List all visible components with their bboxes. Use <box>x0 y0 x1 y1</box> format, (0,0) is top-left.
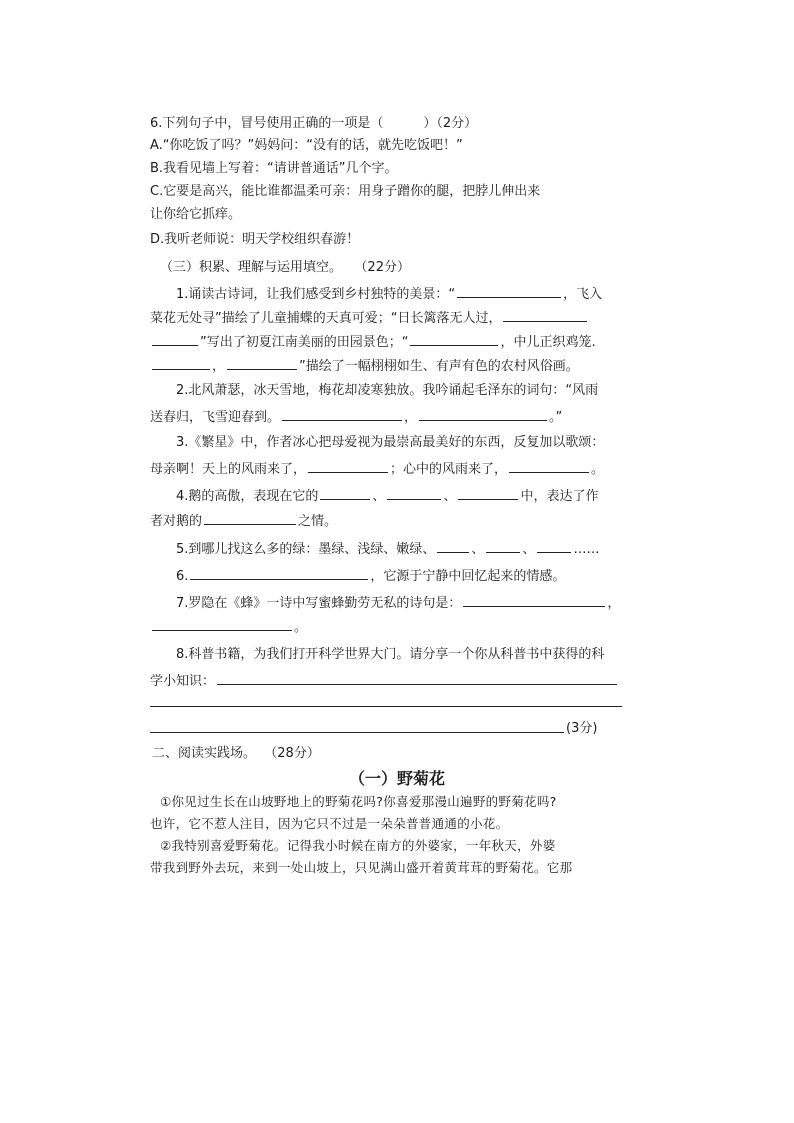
item1-blank-2[interactable] <box>503 307 587 322</box>
item4-blank-3[interactable] <box>458 485 518 500</box>
item5-blank-3[interactable] <box>537 538 571 553</box>
item1-blank-5[interactable] <box>227 355 297 370</box>
item8-answer-rule-2[interactable] <box>150 706 622 707</box>
item4-blank-4[interactable] <box>204 510 296 525</box>
item1-line2: 菜花无处寻”描绘了儿童捕蝶的天真可爱；“日长篱落无人过， <box>150 307 628 329</box>
item7-line1: 7.罗隐在《蜂》一诗中写蜜蜂勤劳无私的诗句是： ， <box>176 592 654 614</box>
passage-line-1: ①你见过生长在山坡野地上的野菊花吗?你喜爱那漫山遍野的野菊花吗? <box>160 794 557 809</box>
item1-blank-1[interactable] <box>457 283 561 298</box>
item5-blank-1[interactable] <box>437 538 469 553</box>
q6-answer-blank[interactable] <box>385 113 421 127</box>
item7-blank-2[interactable] <box>152 616 292 631</box>
q6-option-a: A.“你吃饭了吗？”妈妈问：“没有的话，就先吃饭吧！” <box>150 138 463 153</box>
item2-line2: 送春归，飞雪迎春到。 ， 。” <box>150 406 628 428</box>
item2-line1: 2.北风萧瑟，冰天雪地，梅花却凌寒独放。我吟诵起毛泽东的词句：“风雨 <box>176 383 599 398</box>
item3-line2: 母亲啊！天上的风雨来了， ；心中的风雨来了， 。 <box>150 458 628 480</box>
q6-option-c: C.它要是高兴，能比谁都温柔可亲：用身子蹭你的腿，把脖儿伸出来 <box>150 184 541 199</box>
item1-blank-2b[interactable] <box>152 331 198 346</box>
item7-line2: 。 <box>150 616 628 638</box>
section3-heading: （三）积累、理解与运用填空。 （22分） <box>160 260 410 275</box>
item8-score: (3分) <box>566 721 598 736</box>
item1-line3: ”写出了初夏江南美丽的田园景色；“ ，中儿正织鸡笼. <box>150 331 628 353</box>
item8-line1: 8.科普书籍，为我们打开科学世界大门。请分享一个你从科普书中获得的科 <box>176 647 605 662</box>
item4-line1: 4.鹅的高傲，表现在它的 、 、 中，表达了作 <box>176 485 654 507</box>
item6-blank[interactable] <box>190 565 368 580</box>
item2-blank-1[interactable] <box>282 406 402 421</box>
item3-blank-2[interactable] <box>509 458 589 473</box>
item2-blank-2[interactable] <box>419 406 547 421</box>
passage-title: （一）野菊花 <box>348 769 445 788</box>
item3-blank-1[interactable] <box>308 458 388 473</box>
q6-option-d: D.我听老师说：明天学校组织春游！ <box>150 232 360 247</box>
item8-answer-rule-3[interactable] <box>150 732 564 733</box>
q6-stem: 6.下列句子中，冒号使用正确的一项是（ ）（2分） <box>150 113 628 134</box>
item5-line: 5.到哪儿找这么多的绿：墨绿、浅绿、嫩绿、 、 、 …… <box>176 538 654 560</box>
passage-line-2: 也许，它不惹人注目，因为它只不过是一朵朵普普通通的小花。 <box>150 816 509 831</box>
q6-option-c-cont: 让你给它抓痒。 <box>150 207 242 222</box>
passage-line-4: 带我到野外去玩，来到一处山坡上，只见满山盛开着黄茸茸的野菊花。它那 <box>150 860 573 875</box>
item1-line1: 1.诵读古诗词，让我们感受到乡村独特的美景：“ ，飞入 <box>176 283 654 305</box>
item4-line2: 者对鹅的 之情。 <box>150 510 628 532</box>
item8-blank-1[interactable] <box>217 670 617 685</box>
item5-blank-2[interactable] <box>486 538 520 553</box>
part2-heading: 二、阅读实践场。 （28分） <box>152 746 320 761</box>
item8-line2: 学小知识： <box>150 670 628 692</box>
item3-line1: 3.《繁星》中，作者冰心把母爱视为最崇高最美好的东西，反复加以歌颂： <box>176 435 605 450</box>
item7-blank-1[interactable] <box>463 592 605 607</box>
passage-line-3: ②我特别喜爱野菊花。记得我小时候在南方的外婆家，一年秋天，外婆 <box>160 838 556 853</box>
item4-blank-1[interactable] <box>320 485 370 500</box>
item4-blank-2[interactable] <box>387 485 441 500</box>
item1-blank-4[interactable] <box>152 355 210 370</box>
item6-line: 6. ，它源于宁静中回忆起来的情感。 <box>176 565 654 587</box>
item1-blank-3[interactable] <box>410 331 498 346</box>
q6-option-b: B.我看见墙上写着：“请讲普通话”几个字。 <box>150 161 398 176</box>
item1-line4: ， ”描绘了一幅栩栩如生、有声有色的农村风俗画。 <box>150 355 628 377</box>
